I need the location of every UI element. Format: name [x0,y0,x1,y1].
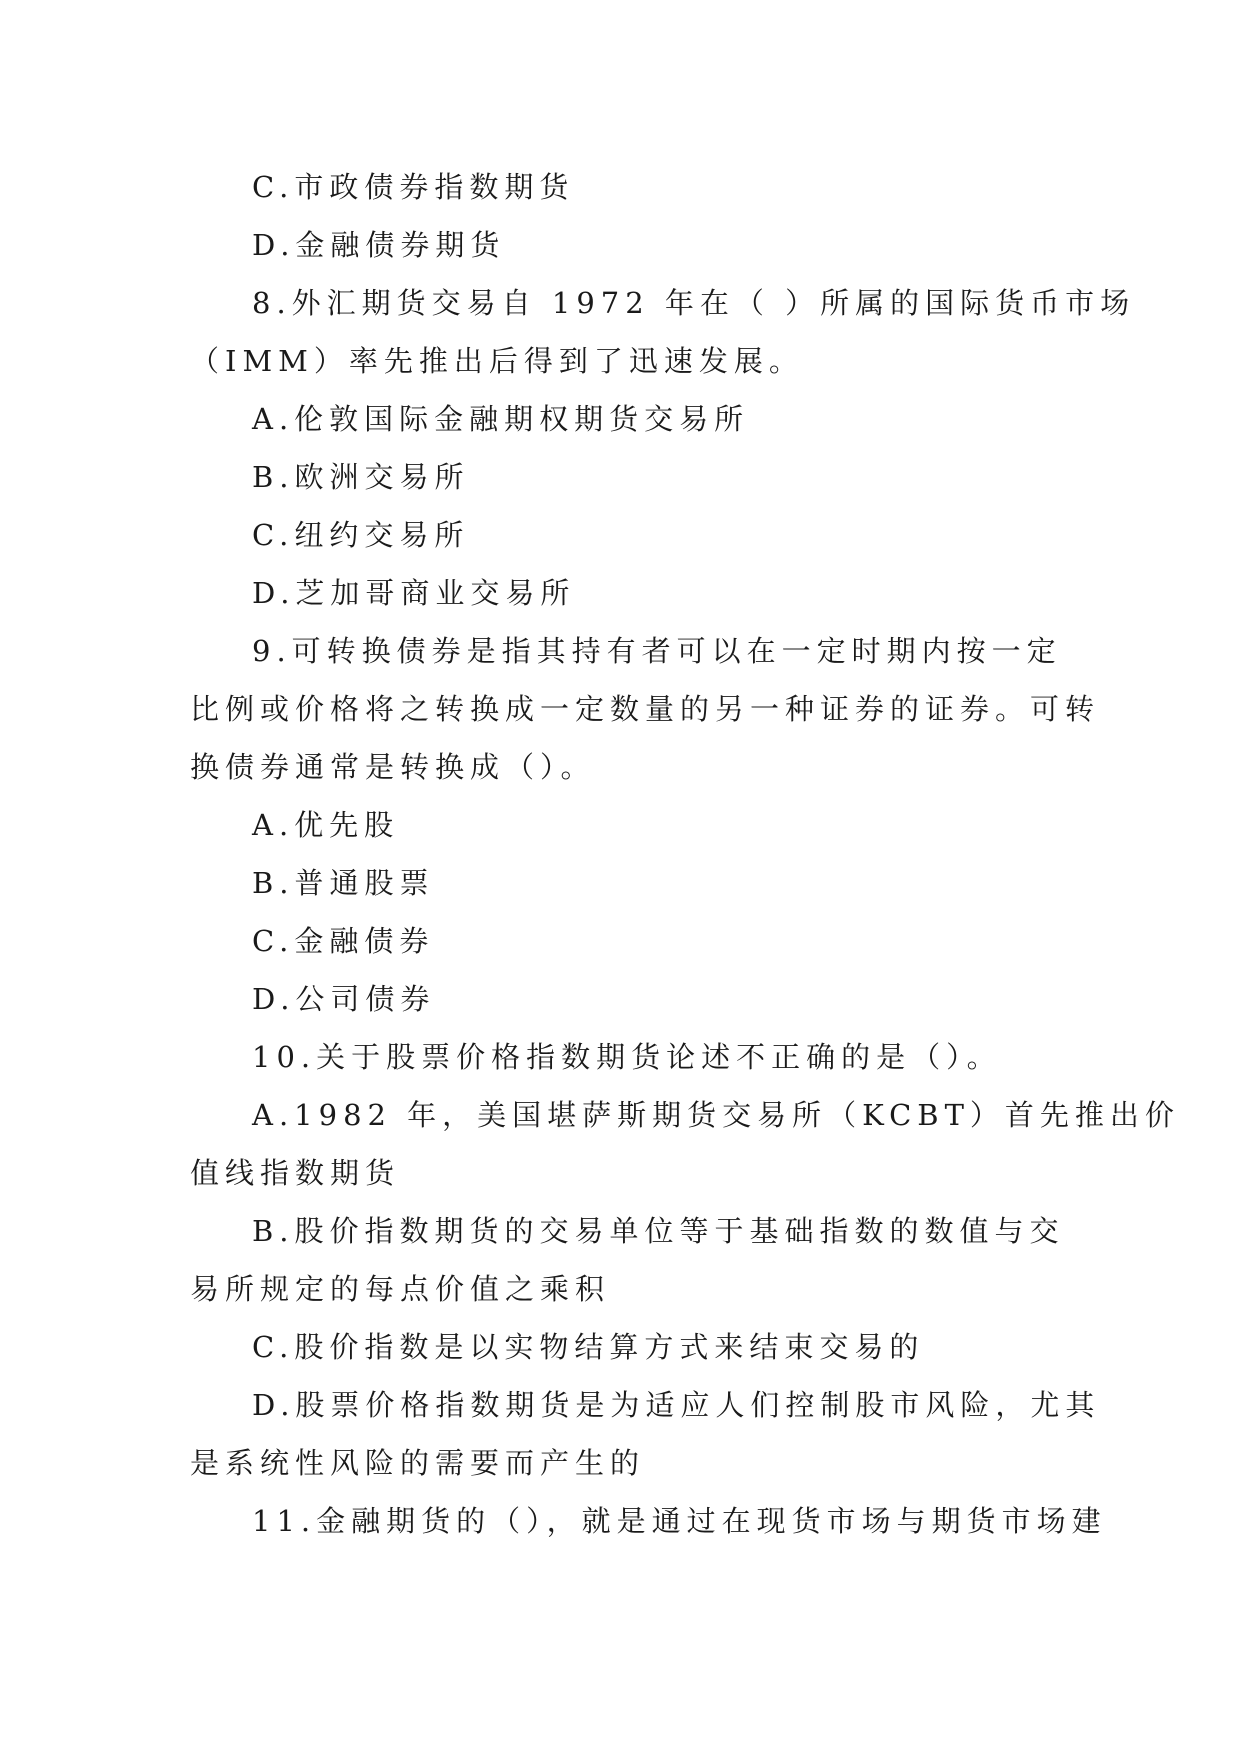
text-line: 9.可转换债券是指其持有者可以在一定时期内按一定 [252,634,1062,668]
text-line: C.金融债券 [252,924,435,958]
text-line: 换债券通常是转换成（）。 [190,750,596,784]
text-line: A.伦敦国际金融期权期货交易所 [252,402,750,436]
text-line: D.金融债券期货 [252,228,506,262]
text-line: 是系统性风险的需要而产生的 [190,1446,646,1480]
text-line: 10.关于股票价格指数期货论述不正确的是（）。 [252,1040,1002,1074]
text-line: D.股票价格指数期货是为适应人们控制股市风险，尤其 [252,1388,1101,1422]
text-line: 值线指数期货 [190,1156,401,1190]
text-line: C.股价指数是以实物结算方式来结束交易的 [252,1330,925,1364]
text-line: C.纽约交易所 [252,518,470,552]
text-line: B.普通股票 [252,866,435,900]
text-line: B.欧洲交易所 [252,460,470,494]
text-line: D.公司债券 [252,982,436,1016]
text-line: C.市政债券指数期货 [252,170,575,204]
text-line: 比例或价格将之转换成一定数量的另一种证券的证券。可转 [190,692,1101,726]
text-line: 11.金融期货的（），就是通过在现货市场与期货市场建 [252,1504,1107,1538]
text-line: 8.外汇期货交易自 1972 年在（ ）所属的国际货币市场 [252,286,1136,320]
text-line: A.1982 年，美国堪萨斯期货交易所（KCBT）首先推出价 [252,1098,1180,1132]
text-line: A.优先股 [252,808,400,842]
text-line: D.芝加哥商业交易所 [252,576,576,610]
document-body [190,158,1180,1550]
text-line: B.股价指数期货的交易单位等于基础指数的数值与交 [252,1214,1065,1248]
text-line: （IMM）率先推出后得到了迅速发展。 [190,344,804,378]
text-line: 易所规定的每点价值之乘积 [190,1272,611,1306]
